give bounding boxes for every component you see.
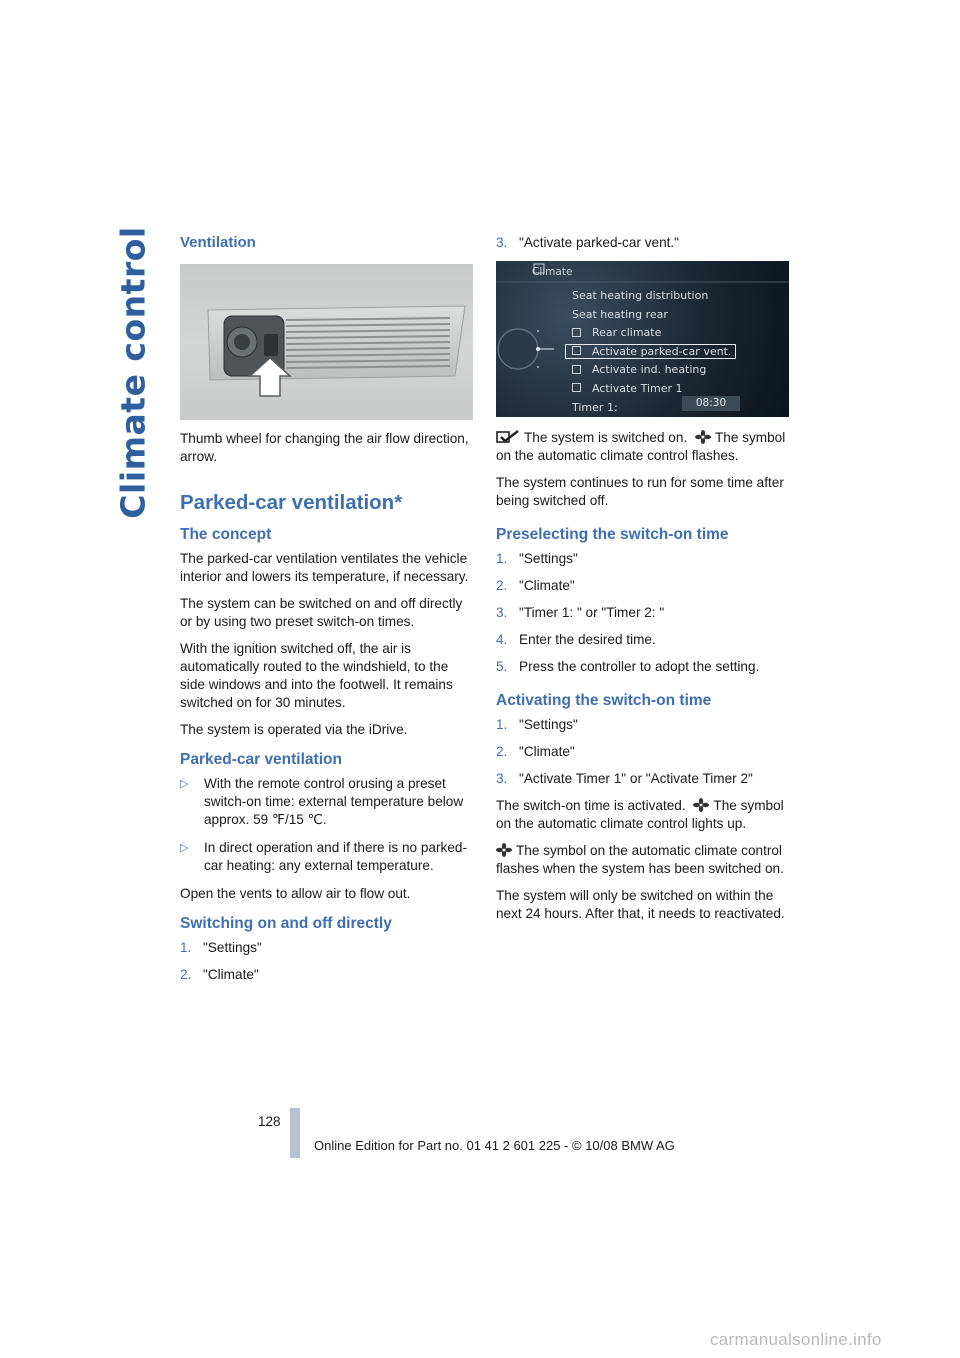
list-item: 3. "Timer 1: " or "Timer 2: " bbox=[496, 605, 665, 620]
fan-icon bbox=[695, 430, 711, 444]
menu-item-activate-timer-1[interactable]: Activate Timer 1 bbox=[572, 380, 735, 399]
pcv-bullet-list bbox=[180, 775, 474, 875]
activated-paragraph-1: The switch-on time is activated. The symbol on the automatic climate control lights up. bbox=[496, 798, 784, 831]
list-item: ▷ In direct operation and if there is no parked-car heating: any external temperature. bbox=[180, 840, 467, 873]
activating-heading: Activating the switch-on time bbox=[496, 692, 712, 709]
menu-item-activate-parked-car-vent[interactable]: Activate parked-car vent. bbox=[572, 343, 735, 362]
list-item: 2. "Climate" bbox=[180, 967, 259, 982]
timer-value: 08:30 bbox=[682, 396, 740, 411]
vent-illustration bbox=[180, 264, 473, 420]
list-item: 1. "Settings" bbox=[496, 551, 578, 566]
concept-paragraph-1: The parked-car ventilation ventilates the vehicle interior and lowers its temperature, if necessary. bbox=[180, 551, 469, 584]
activated-paragraph-2: The symbol on the automatic climate control flashes when the system has been switched on. bbox=[496, 843, 784, 876]
ventilation-heading: Ventilation bbox=[180, 234, 256, 251]
vent-drawing bbox=[180, 264, 473, 420]
list-item: 1. "Settings" bbox=[496, 717, 578, 732]
chapter-title-text: Climate control bbox=[113, 225, 153, 519]
list-item: 2. "Climate" bbox=[496, 744, 575, 759]
menu-item-timer-1[interactable]: Timer 1: bbox=[572, 400, 618, 414]
side-chapter-title bbox=[108, 225, 158, 519]
idrive-screen bbox=[496, 261, 789, 417]
preselect-heading: Preselecting the switch-on time bbox=[496, 526, 729, 543]
triangle-bullet-icon: ▷ bbox=[180, 842, 189, 854]
watermark: carmanualsonline.info bbox=[710, 1330, 882, 1349]
checkbox-icon bbox=[572, 383, 581, 392]
screen-title: Climate bbox=[532, 266, 573, 278]
menu-item-activate-ind-heating[interactable]: Activate ind. heating bbox=[572, 361, 735, 380]
list-item: 1. "Settings" bbox=[180, 940, 262, 955]
page-number: 128 bbox=[258, 1114, 281, 1129]
switching-steps-continued bbox=[496, 234, 790, 252]
list-item: 4. Enter the desired time. bbox=[496, 632, 656, 647]
pcv-after-text: Open the vents to allow air to flow out. bbox=[180, 886, 411, 901]
left-column bbox=[180, 234, 474, 993]
menu-item-seat-heating-distribution[interactable]: Seat heating distribution bbox=[572, 289, 709, 302]
activating-steps bbox=[496, 716, 790, 788]
fan-icon bbox=[496, 843, 512, 857]
list-item: ▷ With the remote control orusing a preset switch-on time: external temperature below approx. 59 ℉/15 ℃. bbox=[180, 776, 464, 827]
concept-paragraph-2: The system can be switched on and off directly or by using two preset switch-on times. bbox=[180, 596, 463, 629]
switching-heading: Switching on and off directly bbox=[180, 915, 392, 932]
section-title: Parked-car ventilation* bbox=[180, 491, 403, 514]
concept-paragraph-3: With the ignition switched off, the air is automatically routed to the windshield, to the side windows and into the footwell. It remains switched on for 30 minutes. bbox=[180, 641, 453, 710]
menu-item-seat-heating-rear[interactable]: Seat heating rear bbox=[572, 307, 668, 321]
activated-paragraph-3: The system will only be switched on within the next 24 hours. After that, it needs to reactivated. bbox=[496, 888, 785, 921]
triangle-bullet-icon: ▷ bbox=[180, 778, 189, 790]
footer-edition: Online Edition for Part no. 01 41 2 601 225 - © 10/08 BMW AG bbox=[314, 1138, 675, 1153]
status-paragraph-2: The system continues to run for some time after being switched off. bbox=[496, 475, 784, 508]
preselect-steps bbox=[496, 550, 790, 676]
list-item: 2. "Climate" bbox=[496, 578, 575, 593]
controller-knob-icon bbox=[498, 329, 538, 369]
status-paragraph-1: The system is switched on. The symbol on the automatic climate control flashes. bbox=[496, 430, 786, 463]
concept-heading: The concept bbox=[180, 526, 272, 543]
checkbox-icon bbox=[572, 365, 581, 374]
fan-icon bbox=[693, 798, 709, 812]
right-column bbox=[496, 234, 790, 932]
checkbox-icon bbox=[572, 346, 581, 355]
list-item: 3. "Activate parked-car vent." bbox=[496, 235, 680, 250]
concept-paragraph-4: The system is operated via the iDrive. bbox=[180, 722, 408, 737]
ventilation-caption: Thumb wheel for changing the air flow direction, arrow. bbox=[180, 431, 469, 464]
footer-bar bbox=[290, 1108, 300, 1158]
menu-item-rear-climate[interactable]: Rear climate bbox=[572, 324, 735, 343]
switching-steps bbox=[180, 939, 474, 984]
pcv-heading: Parked-car ventilation bbox=[180, 751, 342, 768]
checkmark-icon bbox=[496, 430, 520, 444]
checkbox-icon bbox=[572, 328, 581, 337]
list-item: 3. "Activate Timer 1" or "Activate Timer 2" bbox=[496, 771, 753, 786]
list-item: 5. Press the controller to adopt the setting. bbox=[496, 659, 760, 674]
